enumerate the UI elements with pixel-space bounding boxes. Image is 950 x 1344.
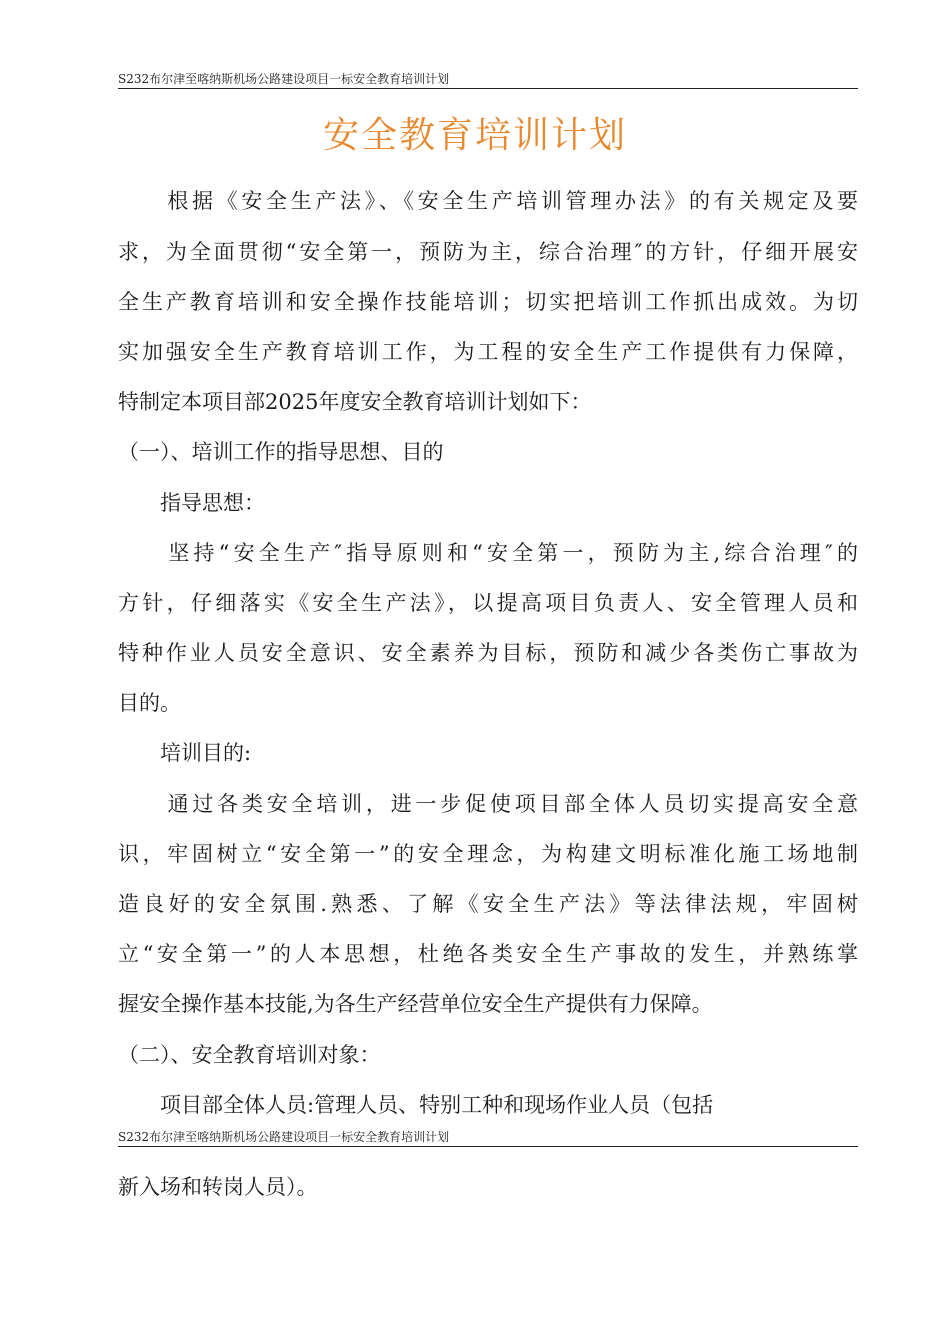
- body-line: 求，为全面贯彻“安全第一，预防为主，综合治理″的方针，仔细开展安: [118, 240, 858, 264]
- running-header-page-2: S232布尔津至喀纳斯机场公路建设项目一标安全教育培训计划: [118, 1130, 858, 1147]
- body-line: 新入场和转岗人员）。: [118, 1175, 318, 1199]
- body-line: 目的。: [118, 691, 181, 715]
- body-line: 立“安全第一”的人本思想，杜绝各类安全生产事故的发生，并熟练掌: [118, 942, 858, 966]
- subheading: 培训目的:: [118, 741, 252, 765]
- body-line: 方针，仔细落实《安全生产法》，以提高项目负责人、安全管理人员和: [118, 591, 858, 615]
- body-line: 坚持“安全生产″指导原则和“安全第一，预防为主,综合治理″的: [118, 541, 858, 565]
- body-line: 实加强安全生产教育培训工作，为工程的安全生产工作提供有力保障，: [118, 340, 858, 364]
- section-heading: （二）、安全教育培训对象：: [118, 1043, 381, 1067]
- subheading: 指导思想：: [118, 491, 265, 515]
- body-line: 造良好的安全氛围.熟悉、了解《安全生产法》等法律法规，牢固树: [118, 892, 858, 916]
- body-line: 特种作业人员安全意识、安全素养为目标，预防和减少各类伤亡事故为: [118, 641, 858, 665]
- body-line: 通过各类安全培训，进一步促使项目部全体人员切实提高安全意: [118, 792, 858, 816]
- document-title: 安全教育培训计划: [322, 115, 627, 156]
- body-line: 握安全操作基本技能,为各生产经营单位安全生产提供有力保障。: [118, 992, 713, 1016]
- body-line: 全生产教育培训和安全操作技能培训；切实把培训工作抓出成效。为切: [118, 290, 858, 314]
- body-line: 根据《安全生产法》、《安全生产培训管理办法》的有关规定及要: [118, 189, 858, 213]
- body-line: 特制定本项目部2025年度安全教育培训计划如下：: [118, 390, 592, 414]
- body-line: 识，牢固树立“安全第一”的安全理念，为构建文明标准化施工场地制: [118, 842, 858, 866]
- running-header: S232布尔津至喀纳斯机场公路建设项目一标安全教育培训计划: [118, 72, 858, 89]
- body-line: 项目部全体人员:管理人员、特别工种和现场作业人员（包括: [118, 1093, 714, 1117]
- section-heading: （一）、培训工作的指导思想、目的: [118, 440, 444, 464]
